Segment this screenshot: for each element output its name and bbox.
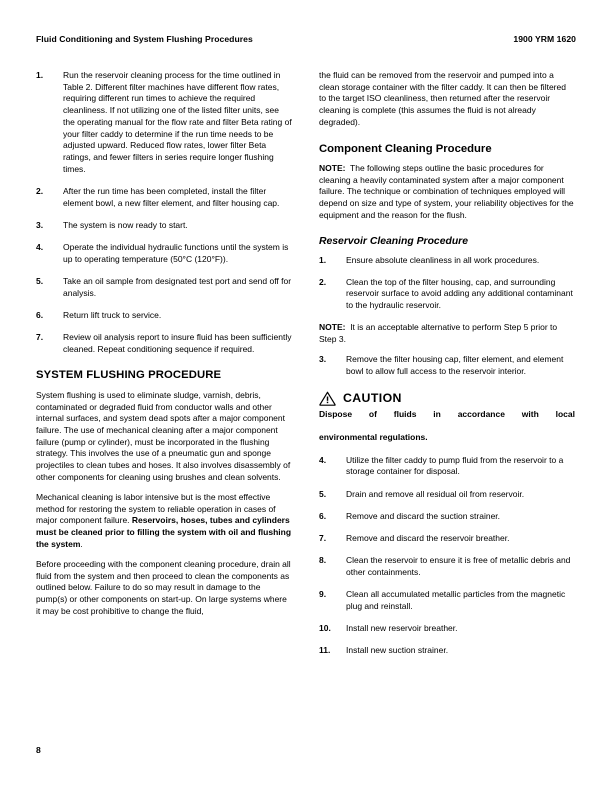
list-item xyxy=(319,533,575,545)
caution-text xyxy=(319,409,575,444)
list-item-text: Run the reservoir cleaning process for the time outlined in Table 2. Different filter machines have different flow rates, requiring different run times to achieve the required cleanliness. If not utilizing one of the listed filter units, see the operating manual for the flow rate and filter Beta rating of your filter caddy to determine if the run time needs to be adjusted upward. Reduced flow rates, lower filter Beta ratings, and fewer filters in series require longer flushing times. xyxy=(63,70,292,174)
list-item-text: Remove the filter housing cap, filter element, and element bowl to allow full access to the reservoir interior. xyxy=(346,354,564,376)
left-column xyxy=(36,70,292,657)
list-item-number: 3. xyxy=(36,219,44,230)
list-item-text: Install new reservoir breather. xyxy=(346,623,458,634)
note-component-cleaning xyxy=(319,163,575,222)
list-item-text: Review oil analysis report to insure fluid has been sufficiently cleaned. Repeat conditioning sequence if required. xyxy=(63,331,292,354)
paragraph-before-proceeding: Before proceeding with the component cleaning procedure, drain all fluid from the system and then proceed to clean the components as outlined below. Failure to do so may result in damage to the pump(s) or other components on start-up. On large systems where it may be cost prohibitive to change the fluid, xyxy=(36,559,291,616)
list-item-text: Install new suction strainer. xyxy=(346,645,449,656)
list-item xyxy=(319,589,575,612)
paragraph-mechanical-cleaning-tail: . xyxy=(80,538,83,549)
list-item-text: Remove and discard the suction strainer. xyxy=(346,510,501,521)
list-item xyxy=(319,623,575,635)
page-number: 8 xyxy=(36,745,41,755)
list-item-text: Operate the individual hydraulic functions until the system is up to operating temperature (50°C (120°F)). xyxy=(63,241,289,264)
list-item xyxy=(319,255,575,267)
list-item-number: 8. xyxy=(319,555,327,566)
list-item-text: Ensure absolute cleanliness in all work procedures. xyxy=(346,254,540,265)
heading-reservoir-cleaning-procedure: Reservoir Cleaning Procedure xyxy=(319,235,468,247)
paragraph-mechanical-cleaning xyxy=(36,492,292,551)
header-manual-number: 1900 YRM 1620 xyxy=(513,34,576,44)
list-item-number: 6. xyxy=(36,309,44,320)
list-item xyxy=(319,277,575,312)
list-item-number: 1. xyxy=(319,254,327,265)
note-text: It is an acceptable alternative to perform Step 5 prior to Step 3. xyxy=(319,321,558,344)
list-item-number: 7. xyxy=(319,533,327,544)
continued-numbered-list xyxy=(36,70,292,355)
list-item-number: 5. xyxy=(319,488,327,499)
list-item-number: 1. xyxy=(36,70,44,80)
list-item-text: Clean the reservoir to ensure it is free of metallic debris and other containments. xyxy=(346,555,571,577)
list-item xyxy=(36,310,292,322)
list-item-number: 7. xyxy=(36,331,44,342)
list-item xyxy=(36,186,292,209)
list-item xyxy=(36,220,292,232)
list-item-text: Clean the top of the filter housing, cap, and surrounding reservoir surface to avoid adding any additional contaminant to the hydraulic reservoir. xyxy=(346,276,573,311)
heading-component-cleaning-procedure: Component Cleaning Procedure xyxy=(319,142,492,155)
paragraph-system-flushing-overview: System flushing is used to eliminate sludge, varnish, debris, contaminated or degraded fluid from conductor walls and other internal surfaces, and system dead spots after a major component failure. The use of mechanical cleaning after a major component failure (pump or cylinder), must be incorporated in the flushing strategy. This involves the use of a pneumatic gun and sponge projectiles to clean tubes and hoses. It also involves disassembly of other components for cleaning using brushes and clean solvents. xyxy=(36,389,291,482)
list-item-number: 2. xyxy=(319,276,327,287)
list-item-text: Return lift truck to service. xyxy=(63,309,162,320)
note-label: NOTE: xyxy=(319,163,346,174)
warning-triangle-icon xyxy=(319,391,336,406)
list-item-text: Clean all accumulated metallic particles from the magnetic plug and reinstall. xyxy=(346,589,566,611)
list-item-number: 4. xyxy=(36,241,44,252)
list-item xyxy=(36,70,292,175)
reservoir-steps-before-note xyxy=(319,255,575,312)
list-item-text: Drain and remove all residual oil from reservoir. xyxy=(346,488,525,499)
heading-system-flushing-procedure: SYSTEM FLUSHING PROCEDURE xyxy=(36,369,222,382)
two-column-body xyxy=(36,70,576,657)
list-item xyxy=(36,332,292,355)
list-item-number: 4. xyxy=(319,454,327,465)
caution-block xyxy=(319,391,575,444)
caution-text-line-2: environmental regulations. xyxy=(319,432,428,443)
note-text: The following steps outline the basic procedures for cleaning a heavily contaminated system after a major component failure. The technique or combination of techniques employed will depend on size and type of system, your reliability objectives for the equipment and the reason for the flush. xyxy=(319,163,574,220)
list-item-number: 2. xyxy=(36,185,44,196)
reservoir-steps-after-note xyxy=(319,354,575,377)
list-item xyxy=(36,242,292,265)
list-item xyxy=(319,489,575,501)
paragraph-mechanical-cleaning-emphasis: Reservoirs, hoses, tubes and cylinders must be cleaned prior to filling the system with oil and flushing the system xyxy=(36,515,292,549)
list-item xyxy=(36,276,292,299)
caution-header xyxy=(319,391,575,406)
list-item-text: Remove and discard the reservoir breather. xyxy=(346,533,510,544)
page-header xyxy=(36,34,576,44)
reservoir-steps-after-caution xyxy=(319,455,575,657)
list-item-text: After the run time has been completed, install the filter element bowl, a new filter element, and filter housing cap. xyxy=(63,185,280,208)
paragraph-mechanical-cleaning-lead: Mechanical cleaning is labor intensive but is the most effective method for restoring the system to reliable operation in cases of major component failure. xyxy=(36,491,276,526)
list-item-number: 9. xyxy=(319,589,327,600)
list-item-text: The system is now ready to start. xyxy=(63,219,188,230)
list-item-text: Utilize the filter caddy to pump fluid from the reservoir to a storage container for disposal. xyxy=(346,454,564,477)
list-item-number: 11. xyxy=(319,645,331,656)
right-column xyxy=(319,70,575,657)
list-item-number: 10. xyxy=(319,623,331,634)
list-item-text: Take an oil sample from designated test port and send off for analysis. xyxy=(63,275,292,298)
list-item xyxy=(319,354,575,377)
note-step-order xyxy=(319,322,575,345)
caution-text-line-1: Dispose of fluids in accordance with local xyxy=(319,408,575,419)
list-item-number: 5. xyxy=(36,275,44,286)
list-item xyxy=(319,511,575,523)
list-item-number: 6. xyxy=(319,510,327,521)
note-label: NOTE: xyxy=(319,321,346,332)
list-item xyxy=(319,455,575,478)
header-document-title: Fluid Conditioning and System Flushing Procedures xyxy=(36,34,253,44)
paragraph-continued-fluid-removal: the fluid can be removed from the reservoir and pumped into a clean storage container with the filter caddy. It can then be filtered to the target ISO cleanliness, then returned after the reservoir cleaning is complete (this assumes the fluid is not already degraded). xyxy=(319,70,566,127)
list-item-number: 3. xyxy=(319,354,327,365)
caution-label: CAUTION xyxy=(343,390,402,405)
list-item xyxy=(319,645,575,657)
list-item xyxy=(319,555,575,578)
